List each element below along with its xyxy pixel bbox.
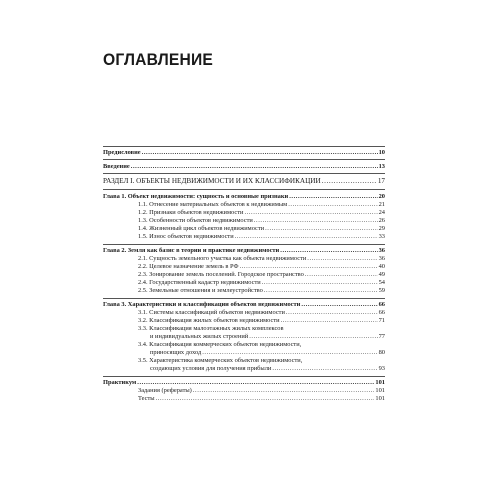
toc-entry-title: Глава 3. Характеристики и классификации объектов недвижимости bbox=[103, 301, 301, 308]
toc-entry-chapter-1[interactable] bbox=[103, 193, 385, 201]
table-of-contents bbox=[103, 146, 385, 403]
dot-leader bbox=[265, 225, 378, 233]
toc-page-number: 101 bbox=[375, 395, 385, 402]
toc-page-number: 101 bbox=[375, 379, 385, 386]
toc-page-number: 36 bbox=[378, 247, 385, 254]
dot-leader bbox=[288, 201, 377, 209]
dot-leader bbox=[193, 387, 375, 395]
toc-entry-title-cont: и индивидуальных жилых строений bbox=[150, 333, 249, 340]
toc-entry-title: РАЗДЕЛ I. ОБЪЕКТЫ НЕДВИЖИМОСТИ И ИХ КЛАССИФИКАЦИИ bbox=[103, 177, 321, 185]
toc-page-number: 59 bbox=[378, 287, 385, 294]
dot-leader bbox=[137, 379, 374, 387]
toc-page-number: 71 bbox=[378, 317, 385, 324]
toc-entry-title: 3.1. Системы классификаций объектов недвижимости bbox=[138, 309, 285, 316]
dot-leader bbox=[131, 163, 378, 171]
dot-leader bbox=[305, 271, 378, 279]
toc-entry-title: 3.4. Классификация коммерческих объектов недвижимости, bbox=[138, 341, 302, 348]
toc-entry-title: 1.2. Признаки объектов недвижимости bbox=[138, 209, 244, 216]
toc-page-number: 29 bbox=[378, 225, 385, 232]
toc-page-number: 26 bbox=[378, 217, 385, 224]
toc-entry-title: Предисловие bbox=[103, 149, 141, 156]
toc-entry-intro[interactable] bbox=[103, 163, 385, 171]
dot-leader bbox=[249, 333, 377, 341]
toc-entry-2-2[interactable] bbox=[103, 263, 385, 271]
toc-entry-title: 2.2. Целевое назначение земель в РФ bbox=[138, 263, 239, 270]
toc-entry-tests[interactable] bbox=[103, 395, 385, 403]
dot-leader bbox=[202, 349, 377, 357]
toc-entry-title-cont: приносящих доход bbox=[150, 349, 202, 356]
toc-entry-title: 3.3. Классификация малоэтажных жилых комплексов bbox=[138, 325, 284, 332]
toc-entry-title: 2.4. Государственный кадастр недвижимости bbox=[138, 279, 261, 286]
toc-entry-1-3[interactable] bbox=[103, 217, 385, 225]
toc-page-number: 49 bbox=[378, 271, 385, 278]
toc-page-number: 17 bbox=[377, 177, 385, 185]
toc-page-number: 21 bbox=[378, 201, 385, 208]
dot-leader bbox=[254, 217, 378, 225]
toc-entry-title-cont: создающих условия для получения прибыли bbox=[150, 365, 272, 372]
dot-leader bbox=[272, 365, 377, 373]
toc-entry-title: 3.5. Характеристика коммерческих объектов недвижимости, bbox=[138, 357, 303, 364]
toc-entry-title: Практикум bbox=[103, 379, 137, 386]
dot-leader bbox=[240, 263, 378, 271]
page-title: ОГЛАВЛЕНИЕ bbox=[103, 50, 214, 69]
toc-entry-3-4[interactable] bbox=[103, 341, 385, 349]
toc-entry-2-3[interactable] bbox=[103, 271, 385, 279]
toc-entry-assignments[interactable] bbox=[103, 387, 385, 395]
toc-entry-3-2[interactable] bbox=[103, 317, 385, 325]
dot-leader bbox=[264, 287, 378, 295]
toc-entry-3-1[interactable] bbox=[103, 309, 385, 317]
toc-page-number: 24 bbox=[378, 209, 385, 216]
dot-leader bbox=[244, 209, 377, 217]
toc-page-number: 77 bbox=[378, 333, 385, 340]
toc-entry-practicum[interactable] bbox=[103, 379, 385, 387]
toc-entry-3-3-cont[interactable] bbox=[103, 333, 385, 341]
dot-leader bbox=[307, 255, 377, 263]
toc-page-number: 93 bbox=[378, 365, 385, 372]
toc-entry-title: 2.5. Земельные отношения и землеустройство bbox=[138, 287, 263, 294]
toc-entry-3-5[interactable] bbox=[103, 357, 385, 365]
toc-entry-title: 1.3. Особенности объектов недвижимости bbox=[138, 217, 253, 224]
dot-leader bbox=[286, 309, 378, 317]
dot-leader bbox=[142, 149, 378, 157]
toc-page-number: 10 bbox=[378, 149, 385, 156]
toc-entry-chapter-3[interactable] bbox=[103, 301, 385, 309]
toc-entry-2-1[interactable] bbox=[103, 255, 385, 263]
toc-entry-title: 2.1. Сущность земельного участка как объекта недвижимости bbox=[138, 255, 307, 262]
toc-page-number: 101 bbox=[375, 387, 385, 394]
toc-entry-title: 1.4. Жизненный цикл объектов недвижимости bbox=[138, 225, 265, 232]
dot-leader bbox=[322, 177, 377, 186]
toc-entry-section-1[interactable] bbox=[103, 177, 385, 186]
dot-leader bbox=[289, 193, 377, 201]
toc-entry-title: Глава 2. Земля как базис в теории и практике недвижимости bbox=[103, 247, 280, 254]
dot-leader bbox=[156, 395, 375, 403]
dot-leader bbox=[281, 317, 378, 325]
toc-entry-1-2[interactable] bbox=[103, 209, 385, 217]
toc-entry-1-5[interactable] bbox=[103, 233, 385, 241]
toc-entry-title: Тесты bbox=[138, 395, 155, 402]
toc-entry-preface[interactable] bbox=[103, 149, 385, 157]
toc-entry-1-1[interactable] bbox=[103, 201, 385, 209]
toc-entry-title: 2.3. Зонирование земель поселений. Городское пространство bbox=[138, 271, 304, 278]
toc-page-number: 80 bbox=[378, 349, 385, 356]
toc-entry-3-5-cont[interactable] bbox=[103, 365, 385, 373]
toc-page-number: 66 bbox=[378, 301, 385, 308]
toc-entry-1-4[interactable] bbox=[103, 225, 385, 233]
toc-entry-chapter-2[interactable] bbox=[103, 247, 385, 255]
toc-entry-3-4-cont[interactable] bbox=[103, 349, 385, 357]
toc-entry-title: Задания (рефераты) bbox=[138, 387, 192, 394]
toc-page-number: 33 bbox=[378, 233, 385, 240]
toc-page-number: 36 bbox=[378, 255, 385, 262]
toc-entry-2-5[interactable] bbox=[103, 287, 385, 295]
toc-entry-title: Глава 1. Объект недвижимости: сущность и основные признаки bbox=[103, 193, 289, 200]
toc-page-number: 54 bbox=[378, 279, 385, 286]
toc-page-number: 66 bbox=[378, 309, 385, 316]
toc-page-number: 13 bbox=[378, 163, 385, 170]
toc-page-number: 20 bbox=[378, 193, 385, 200]
toc-entry-title: 3.2. Классификация жилых объектов недвижимости bbox=[138, 317, 280, 324]
toc-entry-3-3[interactable] bbox=[103, 325, 385, 333]
dot-leader bbox=[235, 233, 378, 241]
dot-leader bbox=[262, 279, 378, 287]
toc-entry-title: 1.5. Износ объектов недвижимости bbox=[138, 233, 234, 240]
dot-leader bbox=[301, 301, 377, 309]
dot-leader bbox=[280, 247, 377, 255]
toc-page-number: 40 bbox=[378, 263, 385, 270]
toc-entry-title: 1.1. Отнесение материальных объектов к недвижимым bbox=[138, 201, 288, 208]
toc-entry-title: Введение bbox=[103, 163, 130, 170]
toc-entry-2-4[interactable] bbox=[103, 279, 385, 287]
